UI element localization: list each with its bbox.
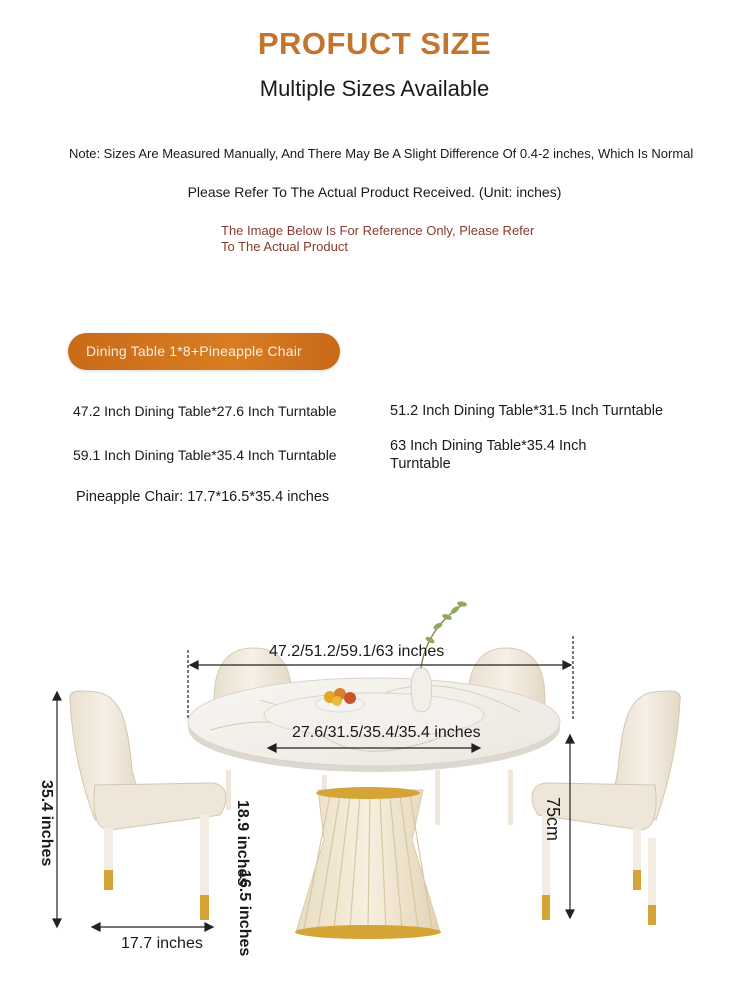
spec-item: Pineapple Chair: 17.7*16.5*35.4 inches [76,489,330,505]
spec-item: 63 Inch Dining Table*35.4 Inch Turntable [390,438,587,472]
table-height-label: 75cm [543,797,563,842]
reference-note: The Image Below Is For Reference Only, Please Refer To The Actual Product [221,223,535,254]
turntable-width-label: 27.6/31.5/35.4/35.4 inches [292,724,481,741]
spec-item: 47.2 Inch Dining Table*27.6 Inch Turntable [73,403,337,419]
page-title: PROFUCT SIZE [257,26,492,61]
spec-item: 51.2 Inch Dining Table*31.5 Inch Turntable [390,403,664,419]
chair-width-label: 17.7 inches [121,935,203,952]
page-subtitle: Multiple Sizes Available [259,76,490,101]
measurement-note: Note: Sizes Are Measured Manually, And There May Be A Slight Difference Of 0.4-2 inches, Which Is Normal [69,146,694,161]
chair-height-label: 35.4 inches [38,780,55,867]
spec-item: 59.1 Inch Dining Table*35.4 Inch Turntable [73,447,337,463]
table-base [295,787,441,939]
seat-height-label: 18.9 inches [234,800,251,887]
set-label-text: Dining Table 1*8+Pineapple Chair [86,343,302,359]
seat-depth-label: 16.5 inches [236,870,253,957]
table-width-label: 47.2/51.2/59.1/63 inches [269,643,445,660]
unit-note: Please Refer To The Actual Product Received. (Unit: inches) [187,184,562,200]
